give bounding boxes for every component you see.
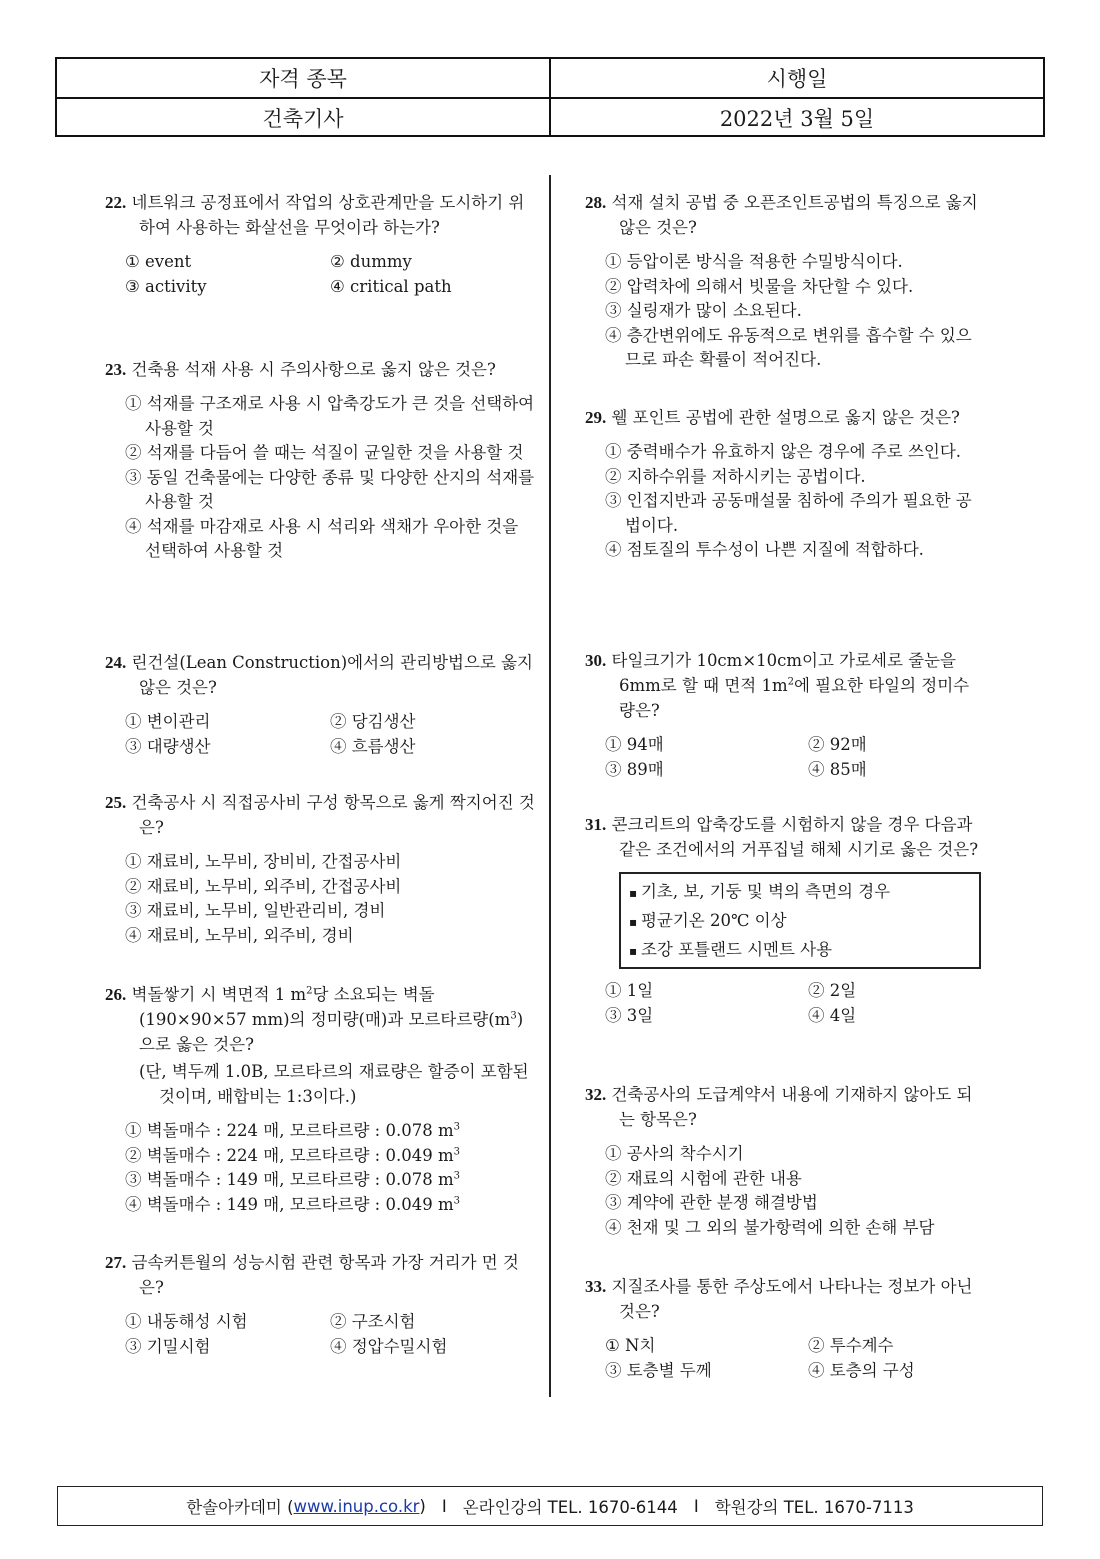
option: ② 2일	[808, 981, 857, 1000]
column-divider	[549, 175, 551, 1397]
question-24: 24. 린건설(Lean Construction)에서의 관리방법으로 옳지 않은 것은? ① 변이관리 ② 당김생산 ③ 대량생산 ④ 흐름생산	[105, 650, 535, 759]
question-23: 23. 건축용 석재 사용 시 주의사항으로 옳지 않은 것은? ① 석재를 구조재로 사용 시 압축강도가 큰 것을 선택하여 사용할 것 ② 석재를 다듬어 쓸 때는 석질이 균일한 것을 사용할 것 ③ 동일 건축물에는 다양한 종류 및 다양한 산지의 석재를 사용할 것 ④ 석재를 마감재로 사용 시 석리와 색채가 우아한 것을 선택하여 사용할 것	[105, 357, 535, 564]
footer-separator: I	[441, 1496, 447, 1516]
option: ① N치	[605, 1336, 656, 1355]
option: ③ 89매	[605, 759, 664, 779]
option: ② 벽돌매수 : 224 매, 모르타르량 : 0.049 $m^3$	[125, 1145, 460, 1165]
option: ② dummy	[330, 252, 412, 271]
question-text: 콘크리트의 압축강도를 시험하지 않을 경우 다음과 같은 조건에서의 거푸집널 해체 시기로 옳은 것은?	[611, 815, 979, 859]
option: ③ 벽돌매수 : 149 매, 모르타르량 : 0.078 $m^3$	[125, 1170, 460, 1189]
option: ④ 석재를 마감재로 사용 시 석리와 색채가 우아한 것을 선택하여 사용할 것	[125, 516, 519, 560]
option: ④ 벽돌매수 : 149 매, 모르타르량 : 0.049 $m^3$	[125, 1194, 460, 1214]
option: ① 벽돌매수 : 224 매, 모르타르량 : 0.078 $m^3$	[125, 1121, 460, 1140]
option: ② 투수계수	[808, 1336, 894, 1355]
question-text: 금속커튼월의 성능시험 관련 항목과 가장 거리가 먼 것은?	[131, 1253, 519, 1297]
condition-item: ▪ 조강 포틀랜드 시멘트 사용	[629, 936, 979, 965]
question-31: 31. 콘크리트의 압축강도를 시험하지 않을 경우 다음과 같은 조건에서의 거푸집널 해체 시기로 옳은 것은? ▪ 기초, 보, 기둥 및 벽의 측면의 경우 ▪ 평균기온 20℃ 이상 ▪ 조강 포틀랜드 시멘트 사용 ① 1일 ② 2일 ③ 3일 ④ 4일	[585, 812, 985, 1028]
question-text: 석재 설치 공법 중 오픈조인트공법의 특징으로 옳지 않은 것은?	[611, 193, 978, 237]
option: ④ 토층의 구성	[808, 1360, 915, 1380]
question-text: 웰 포인트 공법에 관한 설명으로 옳지 않은 것은?	[611, 408, 960, 427]
option: ② 92매	[808, 735, 867, 754]
option: ④ 천재 및 그 외의 불가항력에 의한 손해 부담	[605, 1217, 935, 1237]
option: ③ 재료비, 노무비, 일반관리비, 경비	[125, 901, 386, 920]
option: ③ 실링재가 많이 소요된다.	[605, 301, 802, 320]
option: ④ 층간변위에도 유동적으로 변위를 흡수할 수 있으므로 파손 확률이 적어진다.	[605, 325, 972, 369]
question-note: (단, 벽두께 1.0B, 모르타르의 재료량은 할증이 포함된 것이며, 배합비는 1:3이다.)	[139, 1062, 529, 1106]
option: ① 1일	[605, 981, 654, 1000]
question-text: 건축공사의 도급계약서 내용에 기재하지 않아도 되는 항목은?	[611, 1085, 973, 1129]
question-25: 25. 건축공사 시 직접공사비 구성 항목으로 옳게 짝지어진 것은? ① 재료비, 노무비, 장비비, 간접공사비 ② 재료비, 노무비, 외주비, 간접공사비 ③ 재료비, 노무비, 일반관리비, 경비 ④ 재료비, 노무비, 외주비, 경비	[105, 790, 535, 948]
option: ② 구조시험	[330, 1312, 416, 1331]
option: ① event	[125, 252, 192, 271]
option: ④ 흐름생산	[330, 736, 416, 756]
condition-item: ▪ 기초, 보, 기둥 및 벽의 측면의 경우	[629, 878, 979, 907]
option: ② 재료의 시험에 관한 내용	[605, 1168, 802, 1188]
option: ① 94매	[605, 735, 664, 754]
option: ③ 대량생산	[125, 736, 211, 756]
option: ② 당김생산	[330, 712, 416, 731]
option: ③ 인접지반과 공동매설물 침하에 주의가 필요한 공법이다.	[605, 491, 972, 535]
header-label-subject: 자격 종목	[259, 67, 347, 91]
option: ② 재료비, 노무비, 외주비, 간접공사비	[125, 876, 402, 896]
question-text: 건축용 석재 사용 시 주의사항으로 옳지 않은 것은?	[131, 360, 496, 379]
option: ① 중력배수가 유효하지 않은 경우에 주로 쓰인다.	[605, 442, 962, 461]
header-label-date: 시행일	[549, 59, 1043, 97]
option: ③ 계약에 관한 분쟁 해결방법	[605, 1193, 818, 1212]
question-26: 26. 벽돌쌓기 시 벽면적 1 $m^2$당 소요되는 벽돌(190×90×57 mm)의 정미량(매)과 모르타르량$(m^3)$으로 옳은 것은? (단, 벽두께 1.0B, 모르타르의 재료량은 할증이 포함된 것이며, 배합비는 1:3이다.) ① 벽돌매수 : 224 매, 모르타르량 : 0.078 $m^3$ ② 벽돌매수 : 224 매, 모르타르량 : 0.049 $m^3$ ③ 벽돌매수 : 149 매, 모르타르량 : 0.078 $m^3$ ④ 벽돌매수 : 149 매, 모르타르량 : 0.049 $m^3$	[105, 982, 535, 1217]
question-28: 28. 석재 설치 공법 중 오픈조인트공법의 특징으로 옳지 않은 것은? ① 등압이론 방식을 적용한 수밀방식이다. ② 압력차에 의해서 빗물을 차단할 수 있다. ③ 실링재가 많이 소요된다. ④ 층간변위에도 유동적으로 변위를 흡수할 수 있으므로 파손 확률이 적어진다.	[585, 190, 985, 373]
option: ② 지하수위를 저하시키는 공법이다.	[605, 466, 866, 486]
option: ③ 동일 건축물에는 다양한 종류 및 다양한 산지의 석재를 사용할 것	[125, 467, 535, 511]
question-text: 린건설(Lean Construction)에서의 관리방법으로 옳지 않은 것은?	[131, 653, 533, 697]
option: ① 변이관리	[125, 712, 211, 731]
question-text: 건축공사 시 직접공사비 구성 항목으로 옳게 짝지어진 것은?	[131, 793, 535, 837]
option: ③ 3일	[605, 1005, 654, 1025]
option: ② 석재를 다듬어 쓸 때는 석질이 균일한 것을 사용할 것	[125, 443, 524, 462]
option: ④ 재료비, 노무비, 외주비, 경비	[125, 925, 354, 945]
option: ④ 정압수밀시험	[330, 1336, 448, 1356]
header-table	[55, 57, 1045, 137]
option: ④ 점토질의 투수성이 나쁜 지질에 적합하다.	[605, 540, 924, 559]
question-text: 네트워크 공정표에서 작업의 상호관계만을 도시하기 위하여 사용하는 화살선을 무엇이라 하는가?	[131, 193, 525, 237]
question-33: 33. 지질조사를 통한 주상도에서 나타나는 정보가 아닌 것은? ① N치 ② 투수계수 ③ 토층별 두께 ④ 토층의 구성	[585, 1274, 985, 1383]
option: ① 등압이론 방식을 적용한 수밀방식이다.	[605, 252, 903, 271]
question-29: 29. 웰 포인트 공법에 관한 설명으로 옳지 않은 것은? ① 중력배수가 유효하지 않은 경우에 주로 쓰인다. ② 지하수위를 저하시키는 공법이다. ③ 인접지반과 공동매설물 침하에 주의가 필요한 공법이다. ④ 점토질의 투수성이 나쁜 지질에 적합하다.	[585, 405, 985, 563]
option: ① 석재를 구조재로 사용 시 압축강도가 큰 것을 선택하여 사용할 것	[125, 394, 535, 438]
header-subject: 건축기사	[262, 107, 344, 131]
option: ① 내동해성 시험	[125, 1312, 248, 1331]
question-32: 32. 건축공사의 도급계약서 내용에 기재하지 않아도 되는 항목은? ① 공사의 착수시기 ② 재료의 시험에 관한 내용 ③ 계약에 관한 분쟁 해결방법 ④ 천재 및 그 외의 불가항력에 의한 손해 부담	[585, 1082, 985, 1240]
option: ③ activity	[125, 276, 207, 296]
option: ③ 기밀시험	[125, 1336, 211, 1356]
option: ④ 85매	[808, 759, 867, 779]
footer-separator: I	[693, 1496, 699, 1516]
option: ④ 4일	[808, 1005, 857, 1025]
footer-bar: 한솔아카데미 ( www.inup.co.kr ) I 온라인강의 TEL. 1670-6144 I 학원강의 TEL. 1670-7113	[57, 1486, 1043, 1526]
header-date: 2022년 3월 5일	[549, 99, 1043, 137]
option: ③ 토층별 두께	[605, 1360, 712, 1380]
footer-offline-phone: 학원강의 TEL. 1670-7113	[714, 1498, 914, 1517]
footer-online-phone: 온라인강의 TEL. 1670-6144	[462, 1498, 678, 1517]
question-27: 27. 금속커튼월의 성능시험 관련 항목과 가장 거리가 먼 것은? ① 내동해성 시험 ② 구조시험 ③ 기밀시험 ④ 정압수밀시험	[105, 1250, 535, 1359]
option: ① 재료비, 노무비, 장비비, 간접공사비	[125, 852, 402, 871]
question-30: 30. 타일크기가 10cm×10cm이고 가로세로 줄눈을 6mm로 할 때 면적 $1m^2$에 필요한 타일의 정미수량은? ① 94매 ② 92매 ③ 89매 ④ 85매	[585, 648, 985, 782]
footer-url-link[interactable]: www.inup.co.kr	[293, 1496, 420, 1516]
option: ① 공사의 착수시기	[605, 1144, 744, 1163]
question-text: 지질조사를 통한 주상도에서 나타나는 정보가 아닌 것은?	[611, 1277, 973, 1321]
option: ④ critical path	[330, 276, 452, 296]
footer-academy: 한솔아카데미 (	[186, 1498, 294, 1517]
condition-item: ▪ 평균기온 20℃ 이상	[629, 907, 979, 936]
option: ② 압력차에 의해서 빗물을 차단할 수 있다.	[605, 276, 914, 296]
question-22: 22. 네트워크 공정표에서 작업의 상호관계만을 도시하기 위하여 사용하는 화살선을 무엇이라 하는가? ① event ② dummy ③ activity ④ critical path	[105, 190, 535, 299]
condition-box	[619, 872, 981, 969]
